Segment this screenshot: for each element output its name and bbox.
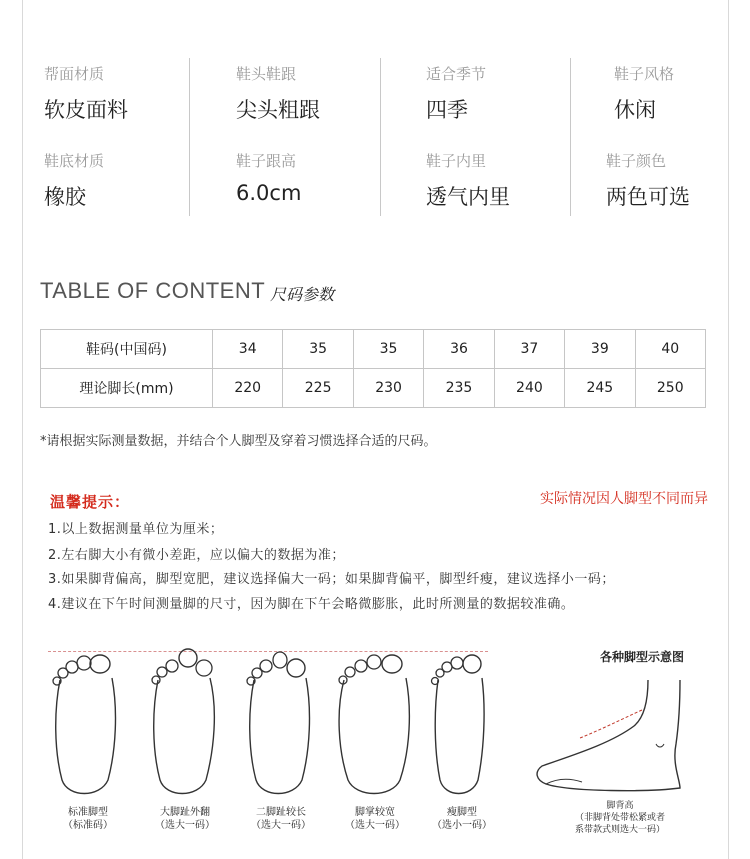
tip-item: 1.以上数据测量单位为厘米； xyxy=(48,522,224,537)
tip-item: 4.建议在下午时间测量脚的尺寸，因为脚在下午会略微膨胀，此时所测量的数据较准确。 xyxy=(48,597,575,612)
foot-type-name: 标准脚型 xyxy=(68,807,108,818)
foot-caption-long-second-toe xyxy=(240,806,322,832)
attr-toe-heel xyxy=(236,63,320,124)
attr-value: 6.0cm xyxy=(236,181,302,205)
table-cell: 36 xyxy=(424,330,494,369)
column-divider xyxy=(189,58,190,216)
table-cell: 34 xyxy=(213,330,283,369)
attr-sole-material xyxy=(44,150,104,211)
table-row xyxy=(41,330,706,369)
table-cell: 240 xyxy=(494,369,564,408)
table-cell: 40 xyxy=(635,330,705,369)
table-cell: 39 xyxy=(565,330,635,369)
foot-outline-wide xyxy=(336,650,416,800)
foot-type-name: 瘦脚型 xyxy=(447,807,477,818)
attr-upper-material xyxy=(44,63,128,124)
attr-label: 帮面材质 xyxy=(44,65,105,83)
foot-caption-standard xyxy=(50,806,126,832)
column-divider xyxy=(380,58,381,216)
foot-caption-wide xyxy=(334,806,416,832)
foot-outline-bunion xyxy=(148,646,222,800)
attr-label: 鞋子颜色 xyxy=(606,152,667,170)
attr-value: 两色可选 xyxy=(606,185,690,209)
attr-label: 鞋子风格 xyxy=(614,65,675,83)
attr-label: 鞋子跟高 xyxy=(236,152,297,170)
table-cell: 35 xyxy=(283,330,353,369)
row-header: 鞋码(中国码) xyxy=(41,330,213,369)
foot-type-advice: （标准码） xyxy=(63,820,113,831)
attr-label: 适合季节 xyxy=(426,65,487,83)
foot-outline-long-second-toe xyxy=(244,650,318,800)
attr-label: 鞋头鞋跟 xyxy=(236,65,297,83)
table-cell: 230 xyxy=(353,369,423,408)
side-diagram-caption xyxy=(560,800,680,836)
attr-season xyxy=(426,63,486,124)
row-header: 理论脚长(mm) xyxy=(41,369,213,408)
foot-type-name: 脚掌较宽 xyxy=(355,807,395,818)
side-diagram-title: 各种脚型示意图 xyxy=(600,650,685,664)
tip-item: 2.左右脚大小有微小差距，应以偏大的数据为准； xyxy=(48,548,345,563)
foot-type-advice: （选小一码） xyxy=(432,820,492,831)
table-cell: 235 xyxy=(424,369,494,408)
attr-value: 橡胶 xyxy=(44,185,86,209)
attr-heel-height xyxy=(236,150,301,205)
tip-item: 3.如果脚背偏高，脚型宽肥，建议选择偏大一码；如果脚背偏平，脚型纤瘦，建议选择小一码； xyxy=(48,572,615,587)
foot-caption-slim xyxy=(422,806,502,832)
side-caption-line: （非脚背处带松紧或者 xyxy=(574,813,665,823)
attr-color xyxy=(606,150,690,211)
tips-title: 温馨提示： xyxy=(50,493,131,511)
table-cell: 225 xyxy=(283,369,353,408)
left-border xyxy=(22,0,23,859)
section-subtitle: 尺码参数 xyxy=(270,285,335,304)
attr-label: 鞋子内里 xyxy=(426,152,487,170)
side-caption-title: 脚背高 xyxy=(606,801,634,811)
foot-side-illustration xyxy=(530,680,710,798)
foot-outline-standard xyxy=(50,650,124,800)
foot-type-advice: （选大一码） xyxy=(155,820,215,831)
foot-type-name: 二脚趾较长 xyxy=(256,807,306,818)
foot-type-name: 大脚趾外翻 xyxy=(160,807,210,818)
column-divider xyxy=(570,58,571,216)
table-cell: 245 xyxy=(565,369,635,408)
foot-type-advice: （选大一码） xyxy=(345,820,405,831)
foot-outline-slim xyxy=(428,650,494,800)
attr-value: 休闲 xyxy=(614,98,656,122)
foot-caption-bunion xyxy=(144,806,226,832)
table-cell: 250 xyxy=(635,369,705,408)
attr-value: 尖头粗跟 xyxy=(236,98,320,122)
attr-value: 四季 xyxy=(426,98,468,122)
attr-style xyxy=(614,63,674,124)
table-cell: 220 xyxy=(213,369,283,408)
section-title: TABLE OF CONTENT xyxy=(40,278,266,303)
table-row xyxy=(41,369,706,408)
side-caption-line: 系带款式则选大一码） xyxy=(574,825,665,835)
size-table xyxy=(40,329,706,408)
attr-lining xyxy=(426,150,510,211)
size-note: *请根据实际测量数据，并结合个人脚型及穿着习惯选择合适的尺码。 xyxy=(40,434,437,449)
foot-type-advice: （选大一码） xyxy=(251,820,311,831)
attr-value: 透气内里 xyxy=(426,185,510,209)
tips-notice: 实际情况因人脚型不同而异 xyxy=(540,491,708,507)
attr-value: 软皮面料 xyxy=(44,98,128,122)
right-border xyxy=(728,0,729,859)
table-cell: 35 xyxy=(353,330,423,369)
attr-label: 鞋底材质 xyxy=(44,152,105,170)
table-cell: 37 xyxy=(494,330,564,369)
